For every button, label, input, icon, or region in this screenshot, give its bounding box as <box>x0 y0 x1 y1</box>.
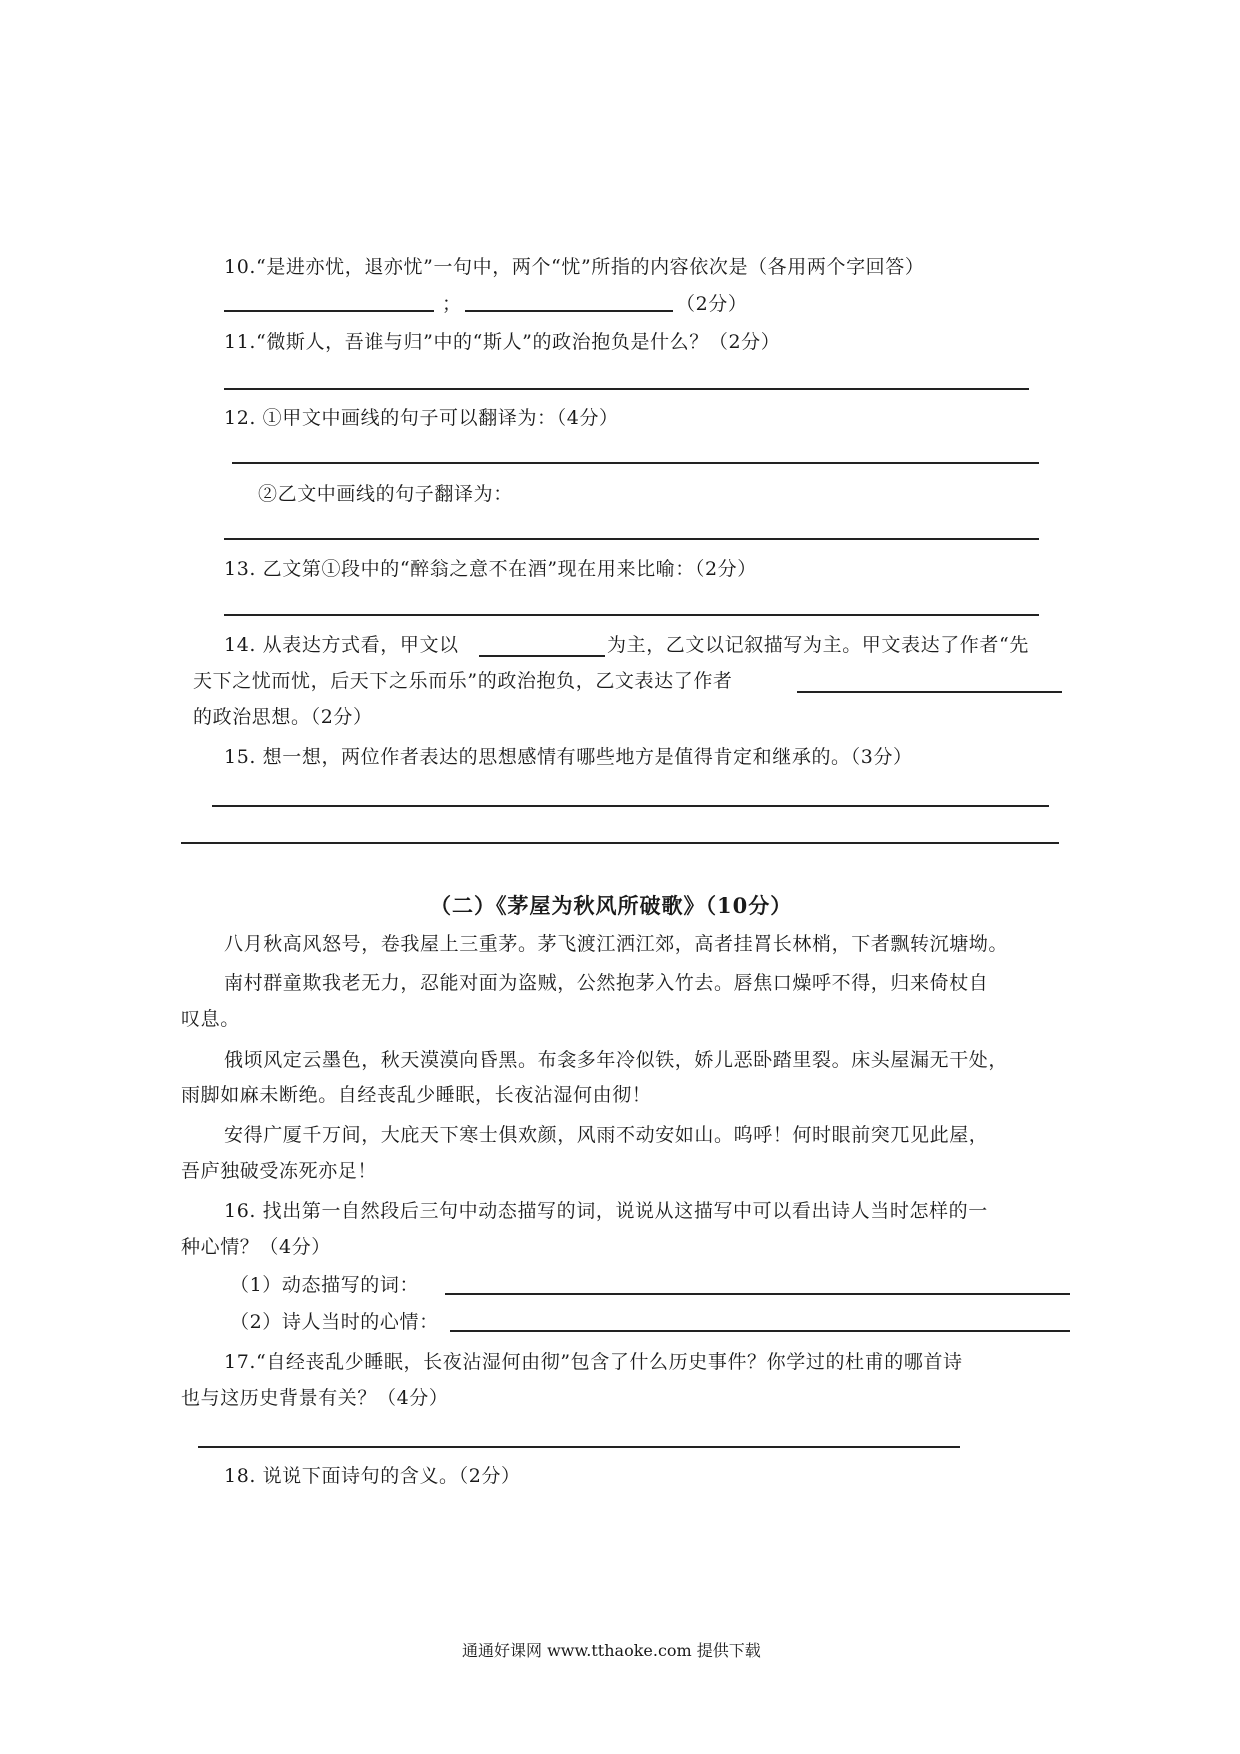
q12-subtext: ②乙文中画线的句子翻译为： <box>258 483 513 505</box>
q13-text: 13. 乙文第①段中的“醉翁之意不在酒”现在用来比喻：（2分） <box>224 558 757 580</box>
poem-line: 雨脚如麻未断绝。自经丧乱少睡眠，长夜沾湿何由彻！ <box>181 1084 652 1106</box>
q16-answer-line-1[interactable] <box>445 1293 1070 1295</box>
q14-answer-line-1[interactable] <box>479 655 605 657</box>
q13-answer-line[interactable] <box>224 614 1039 616</box>
q10-separator: ； <box>442 293 462 315</box>
q10-answer-line-2[interactable] <box>465 310 673 312</box>
q12-answer-line-1[interactable] <box>232 462 1039 464</box>
footer-credit: 通通好课网 www.tthaoke.com 提供下载 <box>462 1641 761 1660</box>
q17-text-line1: 17.“自经丧乱少睡眠，长夜沾湿何由彻”包含了什么历史事件？你学过的杜甫的哪首诗 <box>224 1351 963 1373</box>
q16-text-line1: 16. 找出第一自然段后三句中动态描写的词，说说从这描写中可以看出诗人当时怎样的一 <box>224 1200 988 1222</box>
q10-score: （2分） <box>676 293 748 315</box>
q16-answer-line-2[interactable] <box>450 1330 1070 1332</box>
q15-answer-line-1[interactable] <box>212 805 1049 807</box>
q11-text: 11.“微斯人，吾谁与归”中的“斯人”的政治抱负是什么？（2分） <box>224 331 781 353</box>
q11-answer-line[interactable] <box>224 388 1029 390</box>
poem-line: 叹息。 <box>181 1008 240 1030</box>
q15-text: 15. 想一想，两位作者表达的思想感情有哪些地方是值得肯定和继承的。（3分） <box>224 746 913 768</box>
q14-text-line3: 的政治思想。（2分） <box>193 706 373 728</box>
q10-text: 10.“是进亦忧，退亦忧”一句中，两个“忧”所指的内容依次是（各用两个字回答） <box>224 256 925 278</box>
q10-answer-line-1[interactable] <box>224 310 434 312</box>
q14-answer-line-2[interactable] <box>797 691 1062 693</box>
q12-text: 12. ①甲文中画线的句子可以翻译为：（4分） <box>224 407 619 429</box>
q16-sub2: （2）诗人当时的心情： <box>230 1311 439 1333</box>
q12-answer-line-2[interactable] <box>224 538 1039 540</box>
q16-sub1: （1）动态描写的词： <box>230 1274 420 1296</box>
q17-text-line2: 也与这历史背景有关？（4分） <box>181 1387 449 1409</box>
q16-text-line2: 种心情？（4分） <box>181 1236 331 1258</box>
q18-text: 18. 说说下面诗句的含义。（2分） <box>224 1465 521 1487</box>
section2-title: （二）《茅屋为秋风所破歌》（10分） <box>430 893 793 918</box>
poem-line: 南村群童欺我老无力，忍能对面为盗贼，公然抱茅入竹去。唇焦口燥呼不得，归来倚杖自 <box>224 972 989 994</box>
q14-text-part2: 为主，乙文以记叙描写为主。甲文表达了作者“先 <box>607 634 1029 656</box>
q14-text-part1: 14. 从表达方式看，甲文以 <box>224 634 459 656</box>
poem-line: 俄顷风定云墨色，秋天漠漠向昏黑。布衾多年冷似铁，娇儿恶卧踏里裂。床头屋漏无干处， <box>224 1049 1009 1071</box>
q15-answer-line-2[interactable] <box>181 842 1059 844</box>
poem-line: 安得广厦千万间，大庇天下寒士俱欢颜，风雨不动安如山。呜呼！何时眼前突兀见此屋， <box>224 1124 989 1146</box>
poem-line: 八月秋高风怒号，卷我屋上三重茅。茅飞渡江洒江郊，高者挂罥长林梢，下者飘转沉塘坳。 <box>224 933 1009 955</box>
poem-line: 吾庐独破受冻死亦足！ <box>181 1160 378 1182</box>
q14-text-line2: 天下之忧而忧，后天下之乐而乐”的政治抱负，乙文表达了作者 <box>193 670 733 692</box>
q17-answer-line[interactable] <box>198 1446 960 1448</box>
